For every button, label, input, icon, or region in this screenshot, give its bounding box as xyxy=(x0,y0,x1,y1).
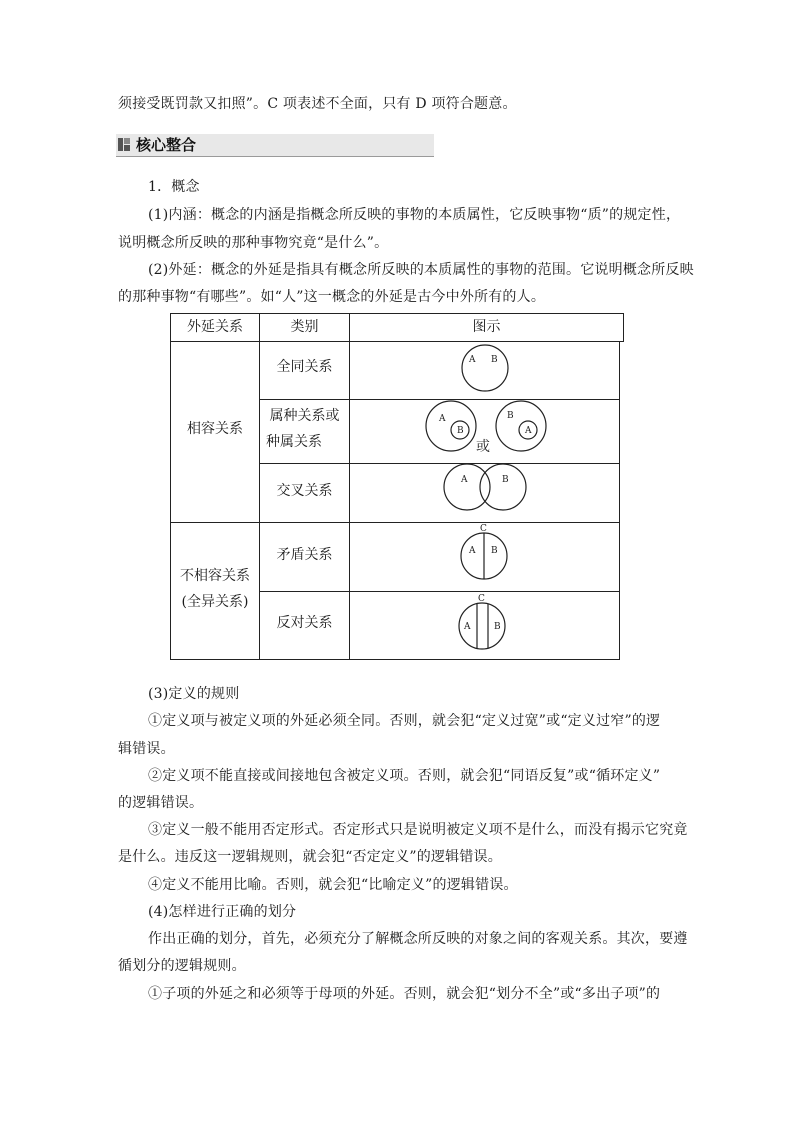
row-identity: 全同关系 xyxy=(276,359,333,375)
row-contradiction: 矛盾关系 xyxy=(276,547,333,563)
contradiction-label-b: B xyxy=(491,546,498,556)
intro-line: 须接受既罚款又扣照”。C 项表述不全面，只有 D 项符合题意。 xyxy=(118,96,517,112)
genus-right-label-a: A xyxy=(525,426,532,436)
rule-1-line-2: 辑错误。 xyxy=(118,741,175,757)
connotation-line-2: 说明概念所反映的那种事物究竟“是什么”。 xyxy=(118,235,389,251)
intersect-circle-a xyxy=(444,464,490,510)
identity-circle xyxy=(462,345,508,391)
contrariety-label-a: A xyxy=(464,622,471,632)
rule-4-line: ④定义不能用比喻。否则，就会犯“比喻定义”的逻辑错误。 xyxy=(148,877,518,893)
genus-left-label-b: B xyxy=(457,426,464,436)
intersect-label-b: B xyxy=(502,475,509,485)
row-intersection: 交叉关系 xyxy=(276,483,333,499)
connotation-line-1: (1)内涵：概念的内涵是指概念所反映的事物的本质属性，它反映事物“质”的规定性， xyxy=(148,207,681,223)
contradiction-label-a: A xyxy=(469,546,476,556)
concept-heading: 1．概念 xyxy=(148,179,200,195)
rule-3-line-2: 是什么。违反这一逻辑规则，就会犯“否定定义”的逻辑错误。 xyxy=(118,849,502,865)
row-contrariety: 反对关系 xyxy=(276,615,333,631)
genus-right-label-b: B xyxy=(507,411,514,421)
contrariety-label-b: B xyxy=(494,622,501,632)
rule-1-line-1: ①定义项与被定义项的外延必须全同。否则，就会犯“定义过宽”或“定义过窄”的逻 xyxy=(148,713,661,729)
rule-3-line-1: ③定义一般不能用否定形式。否定形式只是说明被定义项不是什么，而没有揭示它究竟 xyxy=(148,822,688,838)
intersect-circle-b xyxy=(480,464,526,510)
header-denotation-relation: 外延关系 xyxy=(187,319,243,335)
rule-2-line-2: 的逻辑错误。 xyxy=(118,795,204,811)
group-incompatible-note: (全异关系) xyxy=(181,594,249,610)
genus-circle-right xyxy=(496,401,546,451)
rule-2-line-1: ②定义项不能直接或间接地包含被定义项。否则，就会犯“同语反复”或“循环定义” xyxy=(148,768,661,784)
group-incompatible: 不相容关系 xyxy=(180,568,250,584)
identity-label-a: A xyxy=(469,355,476,365)
genus-left-label-a: A xyxy=(439,414,446,424)
row-genus-species: 属种关系或 xyxy=(269,408,340,424)
contrariety-label-c: C xyxy=(478,594,485,604)
group-compatible: 相容关系 xyxy=(187,421,243,437)
identity-label-b: B xyxy=(491,355,498,365)
denotation-line-1: (2)外延：概念的外延是指具有概念所反映的本质属性的事物的范围。它说明概念所反映 xyxy=(148,262,694,278)
division-rule-1-line: ①子项的外延之和必须等于母项的外延。否则，就会犯“划分不全”或“多出子项”的 xyxy=(148,986,661,1002)
contradiction-label-c: C xyxy=(480,524,487,534)
intersect-label-a: A xyxy=(461,475,468,485)
division-line-2: 循划分的逻辑规则。 xyxy=(118,958,246,974)
header-diagram: 图示 xyxy=(472,319,501,335)
division-heading: (4)怎样进行正确的划分 xyxy=(148,904,297,920)
row-species-genus: 种属关系 xyxy=(266,434,322,450)
section-title: 核心整合 xyxy=(136,136,197,154)
denotation-line-2: 的那种事物“有哪些”。如“人”这一概念的外延是古今中外所有的人。 xyxy=(118,289,546,305)
division-line-1: 作出正确的划分，首先，必须充分了解概念所反映的对象之间的客观关系。其次，要遵 xyxy=(148,931,688,947)
definition-rules-heading: (3)定义的规则 xyxy=(148,686,240,702)
header-category: 类别 xyxy=(290,319,319,335)
or-label: 或 xyxy=(476,439,490,455)
